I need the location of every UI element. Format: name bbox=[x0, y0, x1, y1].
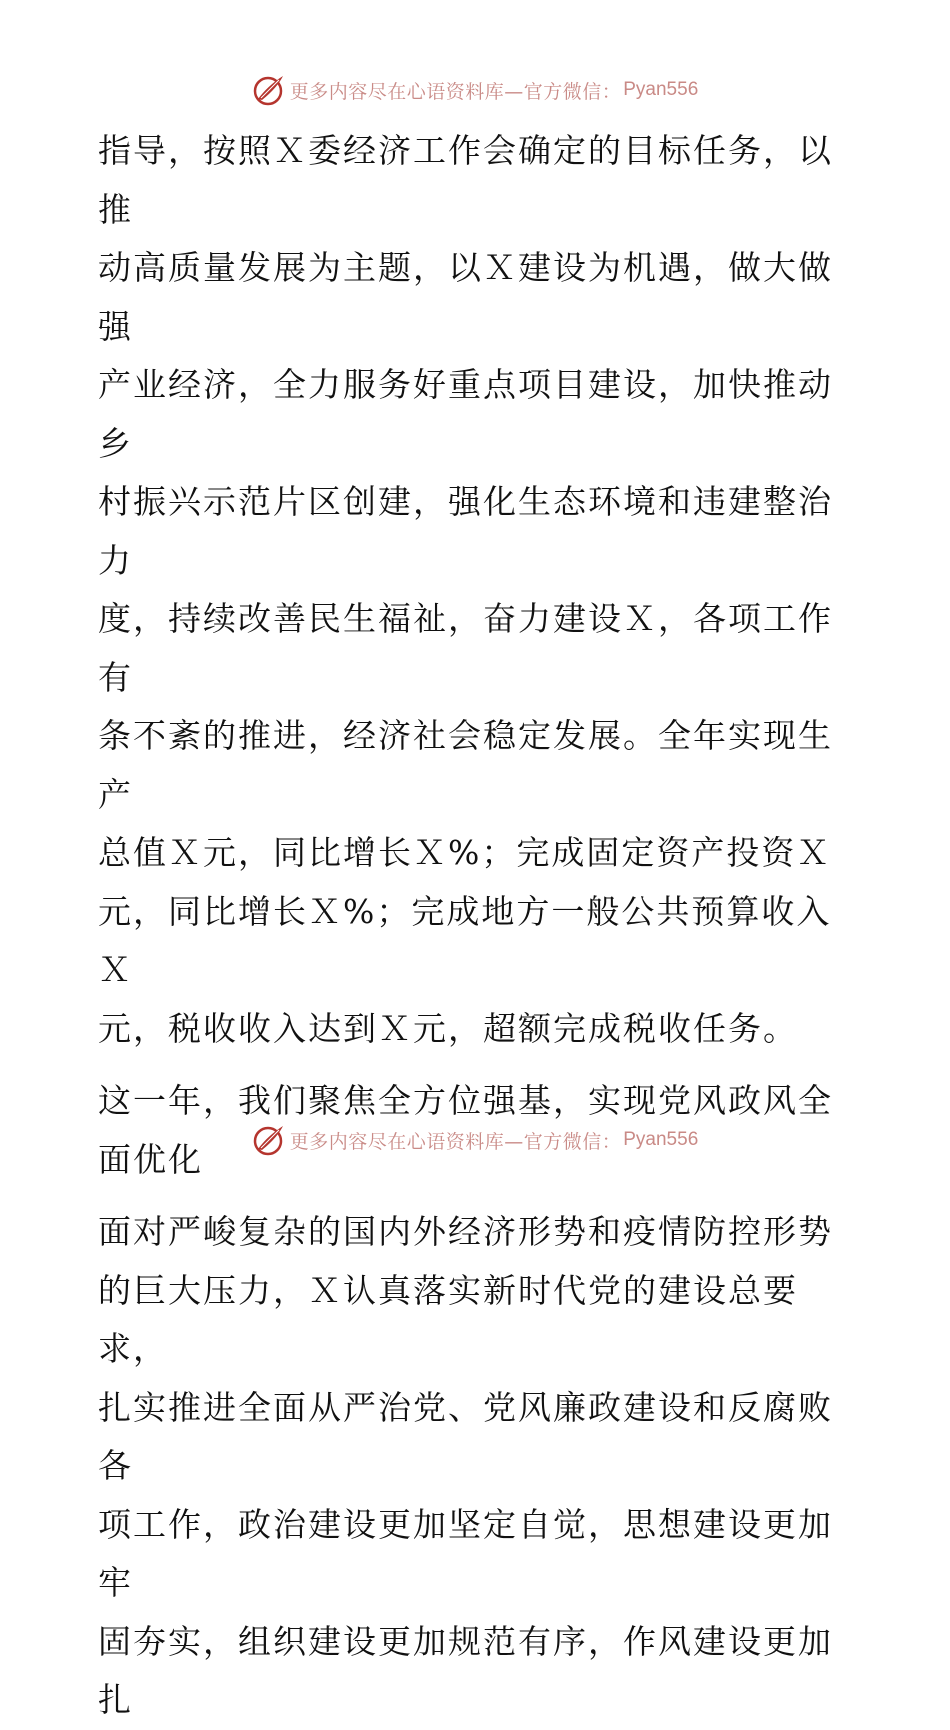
text-line: 元，税收收入达到Ｘ元，超额完成税收任务。 bbox=[98, 1008, 798, 1048]
watermark-wechat-id: Pyan556 bbox=[623, 1129, 699, 1150]
text-line: 固夯实，组织建设更加规范有序，作风建设更加扎 bbox=[98, 1621, 833, 1719]
text-line: 条不紊的推进，经济社会稳定发展。全年实现生产 bbox=[98, 716, 833, 814]
text-line: 这一年，我们聚焦全方位强基，实现党风政风全 bbox=[98, 1081, 833, 1120]
text-line: 面对严峻复杂的国内外经济形势和疫情防控形势 bbox=[98, 1212, 833, 1251]
text-line: 元，同比增长Ｘ%；完成地方一般公共预算收入Ｘ bbox=[98, 891, 832, 989]
text-line: 项工作，政治建设更加坚定自觉，思想建设更加牢 bbox=[98, 1504, 833, 1602]
text-line: 面优化 bbox=[98, 1139, 203, 1179]
watermark-text: 更多内容尽在心语资料库—官方微信： bbox=[289, 80, 622, 103]
text-line: 指导，按照Ｘ委经济工作会确定的目标任务，以推 bbox=[98, 131, 833, 229]
watermark-wechat-id: Pyan556 bbox=[623, 79, 699, 100]
text-line: 的巨大压力，Ｘ认真落实新时代党的建设总要求， bbox=[98, 1270, 798, 1368]
feather-pen-seal-icon bbox=[252, 73, 286, 107]
paragraph-3 bbox=[98, 1203, 858, 1730]
document-body bbox=[98, 122, 858, 1730]
text-line: 扎实推进全面从严治党、党风廉政建设和反腐败各 bbox=[98, 1387, 833, 1485]
text-line: 产业经济，全力服务好重点项目建设，加快推动乡 bbox=[98, 365, 833, 463]
watermark-text: 更多内容尽在心语资料库—官方微信： bbox=[289, 1130, 622, 1153]
text-line: 总值Ｘ元，同比增长Ｘ%；完成固定资产投资Ｘ bbox=[98, 833, 832, 872]
paragraph-1 bbox=[98, 122, 858, 1058]
text-line: 动高质量发展为主题，以Ｘ建设为机遇，做大做强 bbox=[98, 248, 833, 346]
feather-pen-seal-icon bbox=[252, 1123, 286, 1157]
header-watermark bbox=[0, 70, 950, 110]
text-line: 度，持续改善民生福祉，奋力建设Ｘ，各项工作有 bbox=[98, 599, 833, 697]
footer-watermark bbox=[0, 1120, 950, 1160]
text-line: 村振兴示范片区创建，强化生态环境和违建整治力 bbox=[98, 482, 833, 580]
